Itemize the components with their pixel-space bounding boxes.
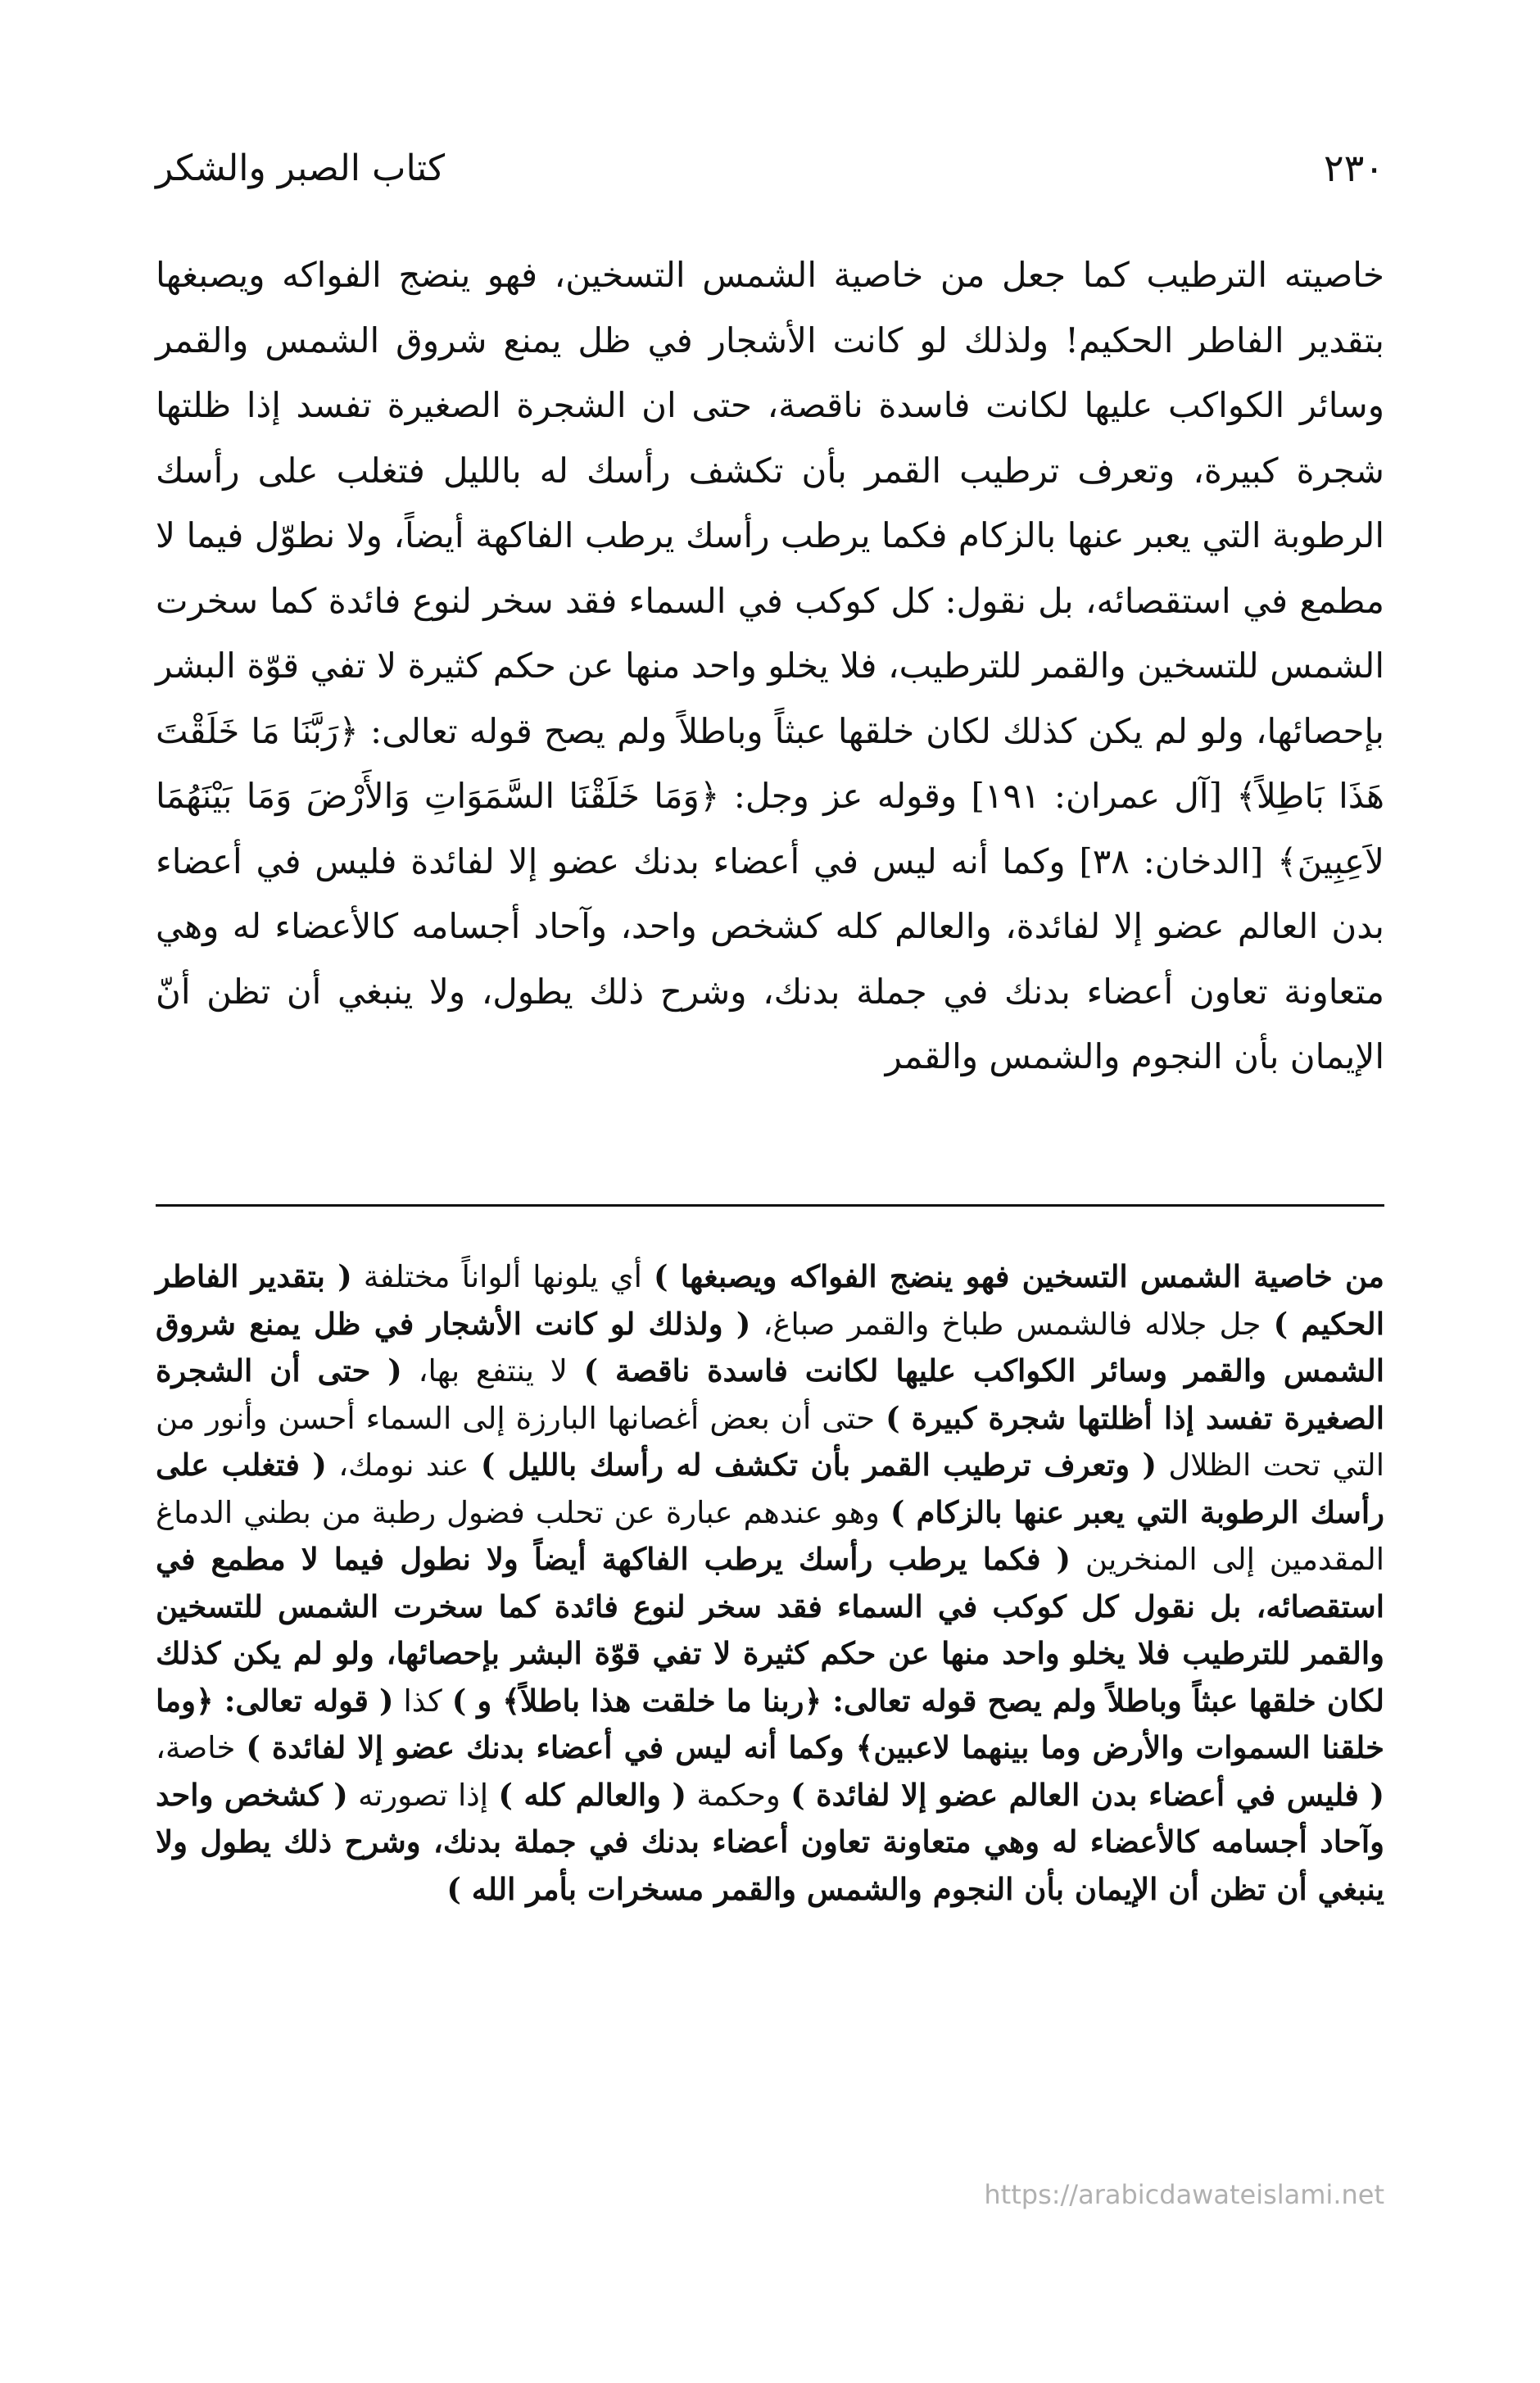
- main-paragraph: خاصيته الترطيب كما جعل من خاصية الشمس التسخين، فهو ينضج الفواكه ويصبغها بتقدير الفاطر الحكيم! ولذلك لو كانت الأشجار في ظل يمنع شروق الشمس والقمر وسائر الكواكب عليها لكانت فاسدة ناقصة، حتى ان الشجرة الصغيرة تفسد إذا ظلتها شجرة كبيرة، وتعرف ترطيب القمر بأن تكشف رأسك له بالليل فتغلب على رأسك الرطوبة التي يعبر عنها بالزكام فكما يرطب رأسك يرطب الفاكهة أيضاً، ولا نطوّل فيما لا مطمع في استقصائه، بل نقول: كل كوكب في السماء فقد سخر لنوع فائدة كما سخرت الشمس للتسخين والقمر للترطيب، فلا يخلو واحد منها عن حكم كثيرة لا تفي قوّة البشر بإحصائها، ولو لم يكن كذلك لكان خلقها عبثاً وباطلاً ولم يصح قوله تعالى: ﴿رَبَّنَا مَا خَلَقْتَ هَذَا بَاطِلاً﴾ [آل عمران: ١٩١] وقوله عز وجل: ﴿وَمَا خَلَقْنَا السَّمَوَاتِ وَالأَرْضَ وَمَا بَيْنَهُمَا لاَعِبِينَ﴾ [الدخان: ٣٨] وكما أنه ليس في أعضاء بدنك عضو إلا لفائدة فليس في أعضاء بدن العالم عضو إلا لفائدة، والعالم كله كشخص واحد، وآحاد أجسامه كالأعضاء له وهي متعاونة تعاون أعضاء بدنك في جملة بدنك، وشرح ذلك يطول، ولا ينبغي أن تظن أنّ الإيمان بأن النجوم والشمس والقمر: [156, 255, 1384, 1076]
- commentary-explanation: خاصة،: [156, 1730, 247, 1765]
- commentary-explanation: وحكمة: [686, 1777, 791, 1813]
- commentary-quoted-text: ( كشخص واحد وآحاد أجسامه كالأعضاء له وهي متعاونة تعاون أعضاء بدنك في جملة بدنك، وشرح ذلك يطول ولا ينبغي أن تظن أن الإيمان بأن النجوم والشمس والقمر مسخرات بأمر الله ): [156, 1776, 1384, 1907]
- commentary-explanation: حتى أن بعض أغصانها البارزة إلى السماء أحسن وأنور من التي تحت الظلال: [156, 1400, 1384, 1483]
- source-watermark: https://arabicdawateislami.net: [984, 2179, 1384, 2210]
- commentary-explanation: إذا تصورته: [347, 1777, 499, 1813]
- commentary-quoted-text: ( والعالم كله ): [498, 1776, 687, 1813]
- page-number: ٢٣٠: [1323, 146, 1384, 190]
- running-head: [156, 139, 1384, 197]
- commentary-quoted-text: ( حتى أن الشجرة الصغيرة تفسد إذا أظلتها شجرة كبيرة ): [156, 1352, 1384, 1436]
- commentary-quoted-text: ( فكما يرطب رأسك يرطب الفاكهة أيضاً ولا نطول فيما لا مطمع في استقصائه، بل نقول كل كوكب في السماء فقد سخر لنوع فائدة كما سخرت الشمس للتسخين والقمر للترطيب فلا يخلو واحد منها عن حكم كثيرة لا تفي قوّة البشر بإحصائها، ولو لم يكن كذلك لكان خلقها عبثاً وباطلاً ولم يصح قوله تعالى: ﴿ربنا ما خلقت هذا باطلاً﴾ و ): [156, 1541, 1384, 1719]
- commentary-quoted-text: ( بتقدير الفاطر الحكيم ): [156, 1258, 1384, 1342]
- commentary-explanation: أي يلونها ألواناً مختلفة: [351, 1259, 654, 1294]
- commentary-block: [156, 1253, 1384, 1913]
- commentary-quoted-text: من خاصية الشمس التسخين فهو ينضج الفواكه ويصبغها ): [654, 1258, 1384, 1294]
- book-title: كتاب الصبر والشكر: [156, 147, 446, 189]
- commentary-quoted-text: ( وتعرف ترطيب القمر بأن تكشف له رأسك بالليل ): [480, 1447, 1157, 1483]
- footnote-separator-rule: [156, 1204, 1384, 1207]
- commentary-paragraph: [156, 1253, 1384, 1913]
- main-text-block: [156, 242, 1384, 1090]
- commentary-explanation: لا ينتفع بها،: [401, 1353, 584, 1389]
- commentary-quoted-text: ( قوله تعالى: ﴿وما خلقنا السموات والأرض وما بينهما لاعبين﴾ وكما أنه ليس في أعضاء بدنك عضو إلا لفائدة ): [156, 1682, 1384, 1765]
- commentary-explanation: جل جلاله فالشمس طباخ والقمر صباغ،: [750, 1306, 1274, 1342]
- commentary-quoted-text: ( فتغلب على رأسك الرطوبة التي يعبر عنها بالزكام ): [156, 1447, 1384, 1530]
- commentary-explanation: وهو عندهم عبارة عن تحلب فضول رطبة من بطني الدماغ المقدمين إلى المنخرين: [156, 1494, 1385, 1577]
- commentary-quoted-text: ( ولذلك لو كانت الأشجار في ظل يمنع شروق الشمس والقمر وسائر الكواكب عليها لكانت فاسدة ناقصة ): [156, 1305, 1384, 1389]
- commentary-quoted-text: ( فليس في أعضاء بدن العالم عضو إلا لفائدة ): [790, 1776, 1384, 1813]
- commentary-explanation: عند نومك،: [326, 1447, 481, 1483]
- commentary-explanation: كذا: [393, 1683, 452, 1719]
